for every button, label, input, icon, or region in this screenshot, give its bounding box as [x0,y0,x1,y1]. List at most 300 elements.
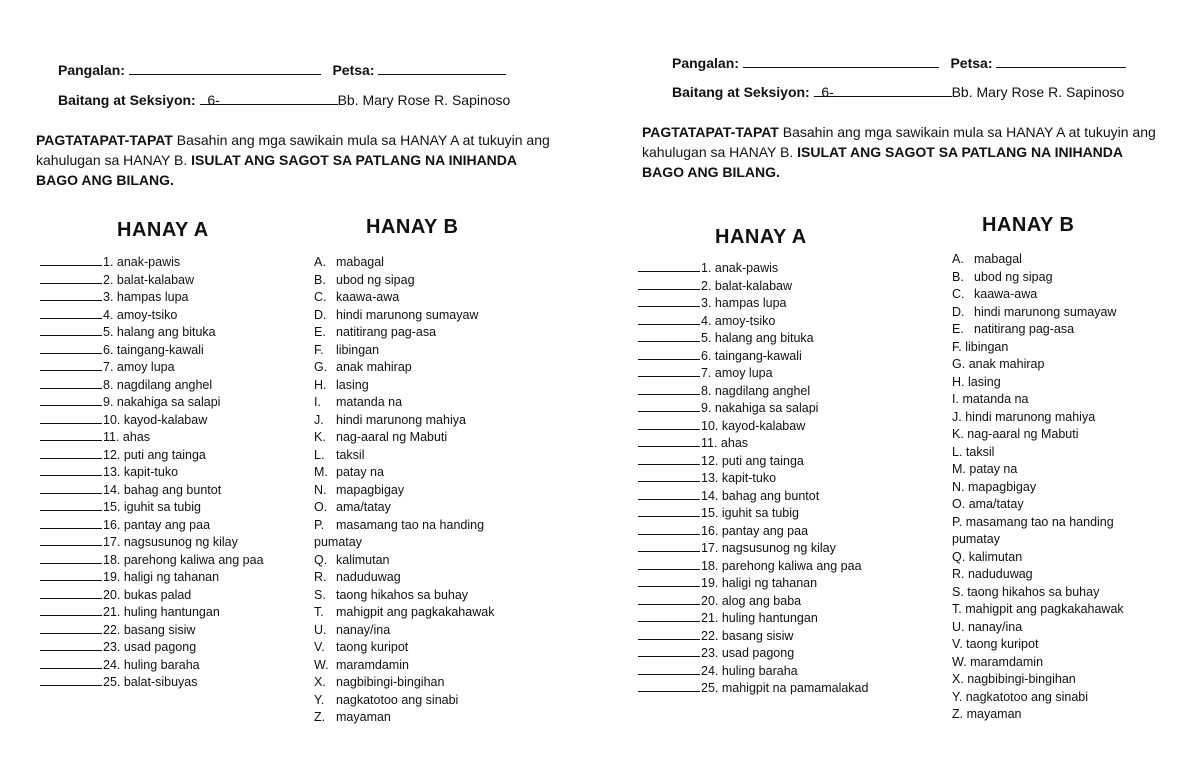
hanay-b-text: maramdamin [336,657,409,672]
hanay-a-item [40,552,264,570]
hanay-b-item [314,587,514,605]
hanay-a-item-text: 3. hampas lupa [701,296,787,310]
hanay-b-item [952,619,1152,637]
hanay-b-text: nag-aaral ng Mabuti [336,430,448,444]
hanay-b-text: taksil [336,447,365,462]
hanay-b-text: maramdamin [970,654,1044,669]
hanay-b-letter: O. [952,497,966,511]
hanay-b-item [314,517,514,552]
hanay-b-letter: E. [952,322,964,336]
hanay-b-item [314,692,514,710]
hanay-b-letter: F. [952,339,962,354]
hanay-b-item [314,377,514,395]
hanay-b-item [314,272,514,290]
hanay-b-text: matanda na [336,395,403,409]
grade-label: Baitang at Seksiyon: [672,84,810,100]
hanay-b-letter: K. [952,427,964,441]
hanay-b-letter: U. [952,619,965,634]
hanay-b-text: mabagal [336,255,384,269]
hanay-a-item [40,639,264,657]
hanay-a-item-text: 1. anak-pawis [103,255,181,269]
hanay-a-item-text: 11. ahas [701,436,749,450]
hanay-b-text: taong hikahos sa buhay [967,584,1100,599]
hanay-b-text: patay na [969,462,1018,476]
hanay-b-letter: D. [952,304,965,319]
hanay-b-text: nanay/ina [967,619,1023,634]
answer-blank[interactable] [638,663,700,675]
hanay-b-item [952,496,1152,514]
hanay-a-item-text: 18. parehong kaliwa ang paa [701,558,862,573]
hanay-a-item [40,657,264,675]
grade-label: Baitang at Seksiyon: [58,92,196,108]
hanay-b-item [952,671,1152,689]
hanay-a-item-text: 7. amoy lupa [103,360,175,374]
hanay-b-text: kalimutan [968,549,1023,564]
hanay-b-letter: I. [952,392,959,406]
hanay-b-item [952,549,1152,567]
name-blank[interactable] [743,55,939,68]
answer-blank[interactable] [638,610,700,622]
hanay-b-text: ubod ng sipag [336,272,415,287]
answer-blank[interactable] [40,254,102,266]
hanay-b-letter: S. [314,587,326,602]
hanay-b-text: taong kuripot [966,637,1039,651]
hanay-a-title: HANAY A [117,219,209,241]
hanay-b-item [314,482,514,500]
hanay-a-item [638,348,868,366]
answer-blank[interactable] [40,429,102,441]
answer-blank[interactable] [40,394,102,406]
hanay-b-text: taksil [965,444,995,459]
hanay-b-item [314,622,514,640]
hanay-a-item-text: 7. amoy lupa [701,366,773,380]
hanay-a-item-text: 12. puti ang tainga [103,447,206,462]
hanay-a-item-text: 20. bukas palad [103,587,192,602]
hanay-a-item-text: 23. usad pagong [103,640,197,654]
hanay-b-text: nagkatotoo ang sinabi [336,692,459,707]
hanay-a-item [40,604,264,622]
name-blank[interactable] [129,62,321,75]
hanay-b-text: kaawa-awa [336,290,400,304]
hanay-b-item [314,394,514,412]
hanay-b-letter: J. [952,409,962,424]
hanay-b-item [314,429,514,447]
answer-blank[interactable] [638,260,700,272]
answer-blank[interactable] [40,289,102,301]
answer-blank[interactable] [40,587,102,599]
answer-blank[interactable] [638,365,700,377]
hanay-b-letter: M. [952,462,966,476]
grade-blank[interactable] [200,92,338,108]
hanay-b-letter: U. [314,622,327,637]
hanay-b-text: masamang tao na handing pumatay [952,514,1114,546]
hanay-a-item [638,575,868,593]
hanay-b-list [952,251,1152,724]
hanay-b-letter: J. [314,412,324,427]
hanay-b-item [952,286,1152,304]
hanay-a-item-text: 3. hampas lupa [103,290,189,304]
hanay-a-item [638,383,868,401]
hanay-b-item [314,307,514,325]
hanay-a-item-text: 1. anak-pawis [701,261,779,275]
answer-blank[interactable] [40,517,102,529]
grade-blank[interactable] [814,84,952,100]
hanay-b-text: lasing [336,377,369,392]
hanay-a-list [638,260,868,698]
hanay-b-text: natitirang pag-asa [336,325,437,339]
hanay-b-text: kaawa-awa [974,287,1038,301]
hanay-b-text: patay na [336,465,384,479]
hanay-b-item [314,674,514,692]
hanay-a-item [40,394,264,412]
hanay-b-item [314,552,514,570]
hanay-b-text: ubod ng sipag [974,269,1053,284]
hanay-b-letter: N. [952,479,965,494]
hanay-a-item [40,464,264,482]
hanay-b-letter: W. [314,657,329,672]
hanay-a-item [40,324,264,342]
hanay-b-letter: B. [952,269,964,284]
answer-blank[interactable] [40,412,102,424]
hanay-a-item-text: 17. nagsusunog ng kilay [103,535,238,549]
hanay-b-letter: C. [952,287,965,301]
hanay-b-letter: A. [314,255,326,269]
hanay-b-letter: A. [952,252,964,266]
hanay-b-text: masamang tao na handing pumatay [314,517,485,549]
answer-blank[interactable] [638,505,700,517]
hanay-b-letter: Z. [314,710,326,724]
hanay-a-list [40,254,264,692]
answer-blank[interactable] [638,628,700,640]
hanay-a-item [638,330,868,348]
hanay-a-item [638,418,868,436]
hanay-b-letter: M. [314,465,328,479]
hanay-b-item [952,601,1152,619]
answer-blank[interactable] [638,435,700,447]
answer-blank[interactable] [638,645,700,657]
hanay-b-item [952,426,1152,444]
answer-blank[interactable] [638,278,700,290]
answer-blank[interactable] [40,674,102,686]
hanay-b-letter: Y. [314,692,325,707]
hanay-b-item [314,447,514,465]
grade-value: 6- [207,92,220,108]
hanay-b-letter: E. [314,325,326,339]
hanay-b-title: HANAY B [366,216,459,238]
hanay-b-item [952,304,1152,322]
date-blank[interactable] [378,62,506,75]
hanay-a-item-text: 22. basang sisiw [103,622,196,637]
hanay-b-text: mayaman [966,707,1022,721]
hanay-a-item-text: 14. bahag ang buntot [701,488,820,503]
hanay-a-item-text: 9. nakahiga sa salapi [701,401,819,415]
hanay-a-item [40,272,264,290]
hanay-b-text: naduduwag [336,570,401,584]
hanay-b-text: anak mahirap [968,357,1045,371]
answer-blank[interactable] [40,482,102,494]
hanay-b-item [314,254,514,272]
hanay-a-item [638,593,868,611]
instructions [642,122,1162,182]
hanay-a-item [638,313,868,331]
answer-blank[interactable] [40,377,102,389]
answer-blank[interactable] [638,593,700,605]
hanay-a-item [40,377,264,395]
answer-blank[interactable] [638,680,700,692]
hanay-a-item-text: 8. nagdilang anghel [103,377,213,392]
answer-blank[interactable] [638,540,700,552]
answer-blank[interactable] [40,639,102,651]
hanay-a-item [40,517,264,535]
answer-blank[interactable] [40,534,102,546]
hanay-b-item [314,569,514,587]
worksheet-right [600,0,1200,780]
hanay-a-item-text: 19. haligi ng tahanan [103,570,220,584]
hanay-a-item [40,429,264,447]
hanay-a-item-text: 8. nagdilang anghel [701,383,811,398]
hanay-b-text: hindi marunong sumayaw [336,307,479,322]
hanay-a-item-text: 15. iguhit sa tubig [701,506,799,520]
name-date-row [672,55,1126,71]
hanay-b-letter: T. [314,605,324,619]
answer-blank[interactable] [40,622,102,634]
hanay-a-item-text: 18. parehong kaliwa ang paa [103,552,264,567]
hanay-b-item [952,584,1152,602]
answer-blank[interactable] [638,418,700,430]
hanay-b-item [314,639,514,657]
hanay-b-letter: P. [952,514,963,529]
hanay-b-text: hindi marunong mahiya [336,412,466,427]
hanay-a-item-text: 22. basang sisiw [701,628,794,643]
answer-blank[interactable] [638,523,700,535]
hanay-b-text: nag-aaral ng Mabuti [967,427,1079,441]
hanay-a-item-text: 2. balat-kalabaw [103,272,195,287]
hanay-a-item-text: 12. puti ang tainga [701,453,804,468]
hanay-a-item-text: 19. haligi ng tahanan [701,576,818,590]
answer-blank[interactable] [638,470,700,482]
hanay-a-item [40,289,264,307]
hanay-b-letter: S. [952,584,964,599]
answer-blank[interactable] [40,499,102,511]
hanay-b-item [314,359,514,377]
hanay-b-item [952,514,1152,549]
hanay-a-item [638,610,868,628]
hanay-b-letter: T. [952,602,962,616]
answer-blank[interactable] [638,400,700,412]
hanay-b-item [952,689,1152,707]
hanay-b-item [952,566,1152,584]
answer-blank[interactable] [40,569,102,581]
hanay-b-item [952,251,1152,269]
hanay-b-letter: G. [952,357,966,371]
hanay-b-text: mahigpit ang pagkakahawak [965,602,1124,616]
hanay-b-text: mabagal [974,252,1022,266]
hanay-b-text: anak mahirap [336,360,412,374]
answer-blank[interactable] [638,383,700,395]
hanay-b-item [952,321,1152,339]
teacher-name: Bb. Mary Rose R. Sapinoso [337,92,511,108]
hanay-b-item [314,289,514,307]
instructions-body: Basahin ang mga sawikain mula sa HANAY A at tukuyin ang kahulugan sa HANAY B. [642,124,1156,160]
hanay-a-item-text: 16. pantay ang paa [103,517,211,532]
hanay-a-item-text: 23. usad pagong [701,646,795,660]
hanay-a-item [638,645,868,663]
hanay-a-item-text: 25. balat-sibuyas [103,675,198,689]
hanay-b-letter: V. [952,637,963,651]
hanay-b-text: mahigpit ang pagkakahawak [336,605,495,619]
hanay-b-letter: R. [314,570,327,584]
hanay-b-item [314,342,514,360]
hanay-b-letter: I. [314,395,321,409]
hanay-b-letter: H. [314,377,327,392]
hanay-b-item [952,356,1152,374]
hanay-b-text: matanda na [962,392,1029,406]
hanay-a-item [40,482,264,500]
hanay-b-letter: Q. [952,549,966,564]
answer-blank[interactable] [40,604,102,616]
answer-blank[interactable] [40,447,102,459]
hanay-a-item [638,295,868,313]
hanay-a-item [638,558,868,576]
hanay-a-item-text: 20. alog ang baba [701,593,802,608]
hanay-a-item-text: 6. taingang-kawali [103,342,204,357]
name-date-row [58,62,506,78]
hanay-b-letter: V. [314,640,325,654]
hanay-b-item [952,706,1152,724]
answer-blank[interactable] [638,295,700,307]
hanay-b-text: nagbibingi-bingihan [336,675,445,689]
hanay-b-text: mapagbigay [967,479,1037,494]
hanay-b-letter: F. [314,342,324,357]
grade-row [58,92,510,108]
name-label: Pangalan: [58,62,125,78]
answer-blank[interactable] [40,359,102,371]
hanay-b-letter: X. [952,672,964,686]
hanay-b-item [952,391,1152,409]
hanay-a-item [40,254,264,272]
hanay-a-item [40,499,264,517]
answer-blank[interactable] [40,657,102,669]
date-blank[interactable] [996,55,1126,68]
hanay-b-letter: G. [314,360,328,374]
hanay-a-item [638,435,868,453]
answer-blank[interactable] [40,272,102,284]
hanay-b-text: nanay/ina [336,622,391,637]
hanay-a-item-text: 6. taingang-kawali [701,348,802,363]
hanay-b-item [952,444,1152,462]
hanay-b-letter: Y. [952,689,963,704]
hanay-a-item [638,540,868,558]
hanay-b-text: taong kuripot [336,640,409,654]
hanay-a-item [638,663,868,681]
hanay-b-text: libingan [336,342,380,357]
hanay-b-text: hindi marunong sumayaw [974,304,1117,319]
hanay-b-letter: X. [314,675,326,689]
hanay-b-text: ama/tatay [336,500,391,514]
answer-blank[interactable] [40,324,102,336]
hanay-a-item [638,680,868,698]
answer-blank[interactable] [40,342,102,354]
hanay-a-item-text: 21. huling hantungan [701,611,818,625]
hanay-b-letter: Q. [314,552,328,567]
answer-blank[interactable] [40,307,102,319]
date-label: Petsa: [332,62,375,78]
teacher-name: Bb. Mary Rose R. Sapinoso [951,84,1125,100]
hanay-a-item-text: 24. huling baraha [103,657,200,672]
hanay-a-item [638,523,868,541]
hanay-b-letter: R. [952,567,965,581]
instructions-emphasis: ISULAT ANG SAGOT SA PATLANG NA INIHANDA BAGO ANG BILANG. [642,144,1123,180]
instructions-title: PAGTATAPAT-TAPAT [642,124,779,140]
instructions-title: PAGTATAPAT-TAPAT [36,132,173,148]
answer-blank[interactable] [638,575,700,587]
hanay-b-item [314,709,514,727]
answer-blank[interactable] [638,453,700,465]
hanay-b-item [952,339,1152,357]
hanay-a-title: HANAY A [715,226,807,248]
hanay-b-text: kalimutan [336,552,390,567]
hanay-a-item-text: 13. kapit-tuko [103,465,179,479]
hanay-b-item [314,604,514,622]
answer-blank[interactable] [638,558,700,570]
hanay-b-letter: K. [314,430,326,444]
hanay-b-letter: O. [314,500,328,514]
answer-blank[interactable] [638,348,700,360]
hanay-b-letter: L. [952,444,963,459]
hanay-a-item-text: 17. nagsusunog ng kilay [701,541,836,555]
hanay-a-item [40,569,264,587]
hanay-a-item [638,628,868,646]
grade-row [672,84,1124,100]
hanay-b-list [314,254,514,727]
hanay-b-letter: P. [314,517,325,532]
grade-value: 6- [821,84,834,100]
hanay-a-item-text: 11. ahas [103,430,151,444]
hanay-b-item [314,412,514,430]
hanay-b-letter: H. [952,374,965,389]
answer-blank[interactable] [638,313,700,325]
hanay-a-item [638,400,868,418]
hanay-b-text: nagkatotoo ang sinabi [965,689,1089,704]
hanay-a-item-text: 21. huling hantungan [103,605,220,619]
answer-blank[interactable] [638,330,700,342]
hanay-a-item [638,505,868,523]
hanay-b-item [952,374,1152,392]
hanay-b-text: taong hikahos sa buhay [336,587,469,602]
hanay-b-letter: B. [314,272,326,287]
answer-blank[interactable] [40,464,102,476]
hanay-a-item-text: 15. iguhit sa tubig [103,500,201,514]
hanay-b-text: natitirang pag-asa [974,322,1075,336]
hanay-b-item [314,324,514,342]
hanay-a-item [40,412,264,430]
answer-blank[interactable] [638,488,700,500]
hanay-a-item [40,587,264,605]
hanay-a-item-text: 14. bahag ang buntot [103,482,222,497]
hanay-b-item [314,499,514,517]
instructions [36,130,556,190]
hanay-b-letter: Z. [952,707,964,721]
hanay-b-letter: C. [314,290,327,304]
hanay-b-text: nagbibingi-bingihan [967,672,1076,686]
hanay-b-text: hindi marunong mahiya [965,409,1096,424]
hanay-b-item [314,657,514,675]
hanay-a-item-text: 5. halang ang bituka [701,331,814,345]
answer-blank[interactable] [40,552,102,564]
hanay-a-item [638,365,868,383]
hanay-b-item [314,464,514,482]
hanay-b-text: mapagbigay [336,482,405,497]
